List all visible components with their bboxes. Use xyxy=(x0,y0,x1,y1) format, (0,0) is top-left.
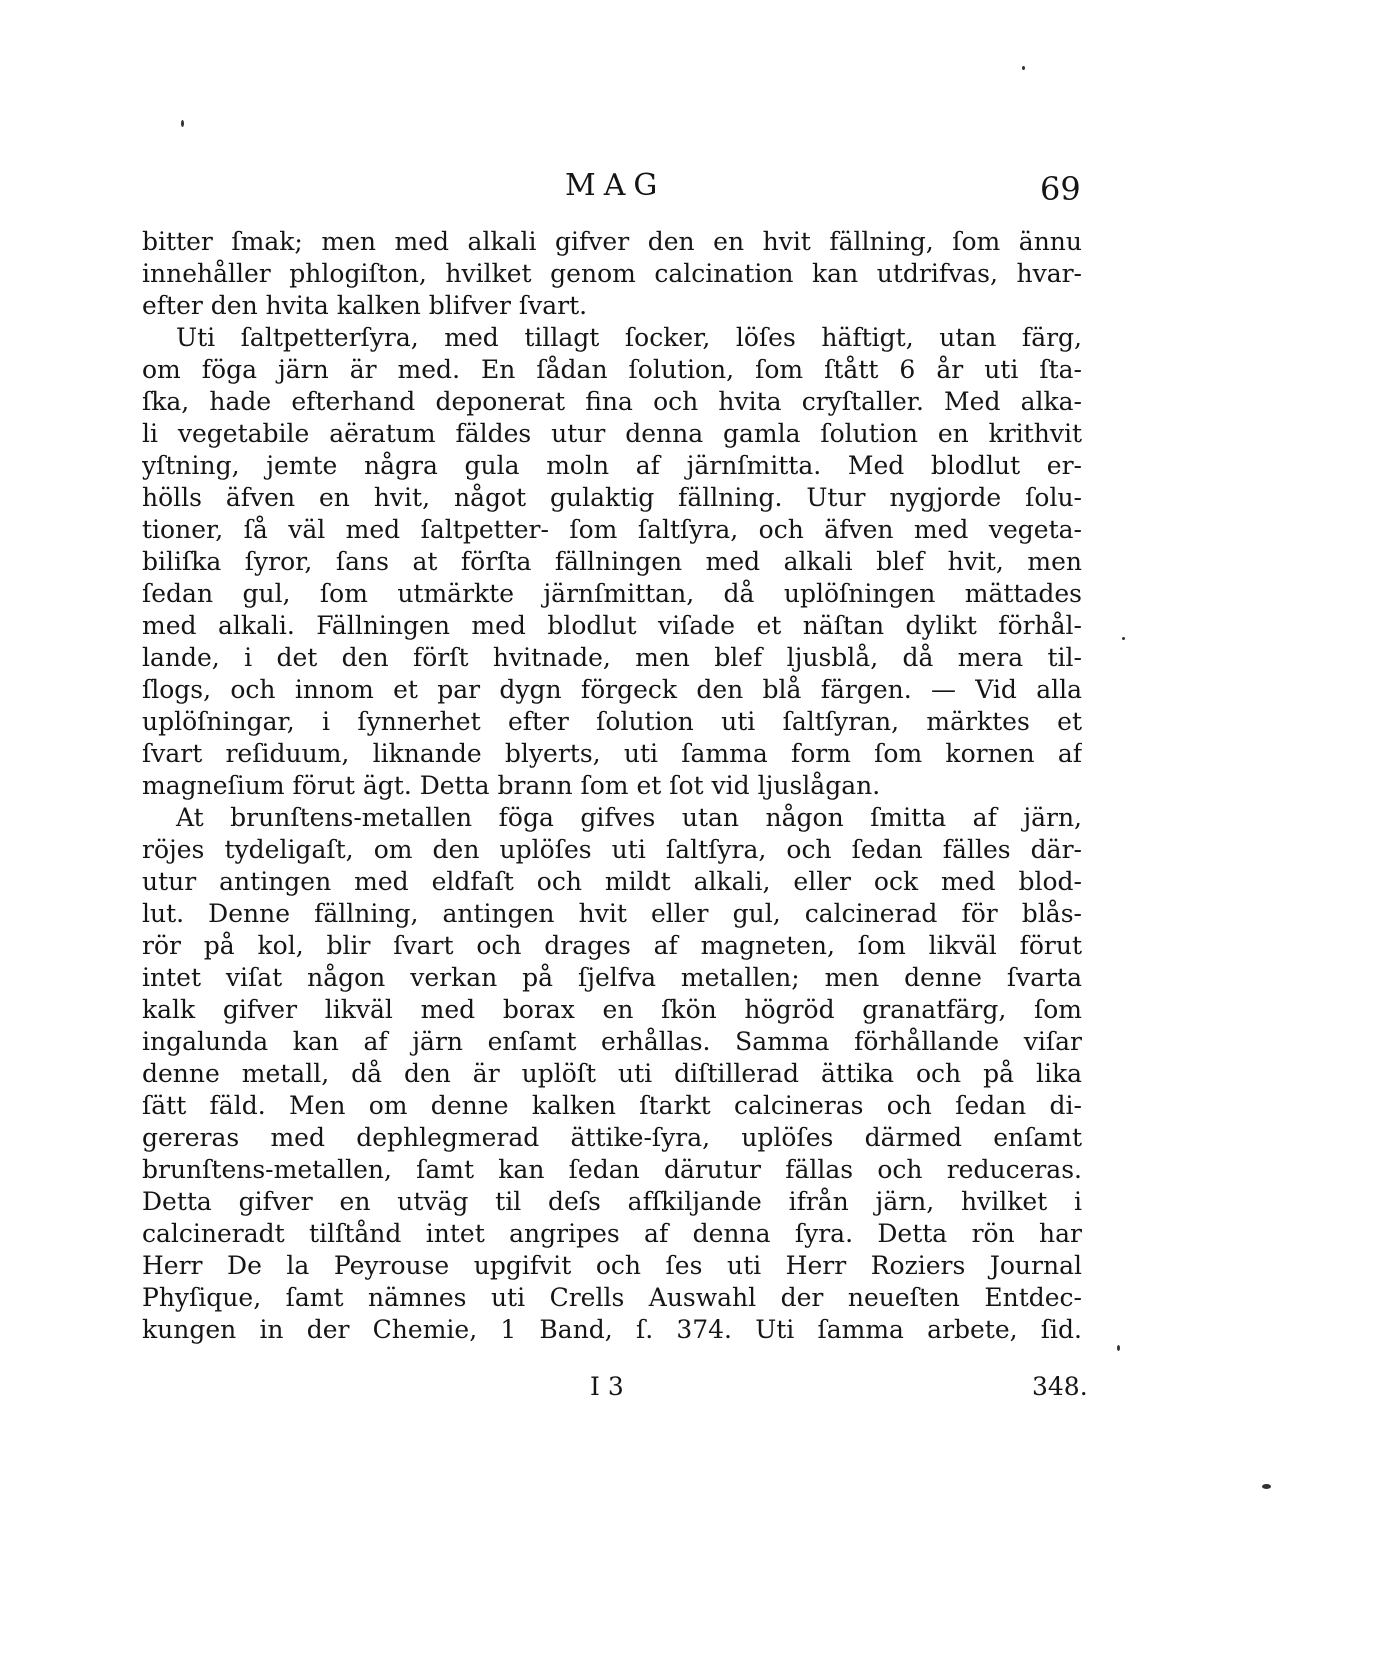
page-number: 69 xyxy=(1040,170,1081,208)
text-line: ſätt fäld. Men om denne kalken ſtarkt calcineras och ſedan di- xyxy=(142,1091,1082,1120)
text-line: denne metall, då den är uplöſt uti diſtillerad ättika och på lika xyxy=(142,1059,1082,1088)
text-line: röjes tydeligaſt, om den uplöſes uti ſaltſyra, och ſedan fälles där- xyxy=(142,835,1082,864)
text-line: ſvart reſiduum, liknande blyerts, uti ſamma form ſom kornen af xyxy=(142,739,1082,768)
running-head xyxy=(0,168,1400,208)
running-title: MAG xyxy=(565,168,666,203)
text-line: At brunſtens-metallen föga gifves utan någon ſmitta af järn, xyxy=(176,803,1082,832)
page-footer xyxy=(0,1372,1400,1408)
text-line: uplöſningar, i ſynnerhet efter ſolution uti ſaltſyran, märktes et xyxy=(142,707,1082,736)
text-line: ſedan gul, ſom utmärkte järnſmittan, då uplöſningen mättades xyxy=(142,579,1082,608)
signature-mark: I 3 xyxy=(590,1372,624,1401)
text-line: ſlogs, och innom et par dygn förgeck den blå färgen. — Vid alla xyxy=(142,675,1082,704)
text-line: tioner, ſå väl med ſaltpetter- ſom ſaltſyra, och äfven med vegeta- xyxy=(142,515,1082,544)
text-line: ſka, hade efterhand deponerat fina och hvita cryſtaller. Med alka- xyxy=(142,387,1082,416)
text-line: lande, i det den förſt hvitnade, men blef ljusblå, då mera til- xyxy=(142,643,1082,672)
text-line: yſtning, jemte några gula moln af järnſmitta. Med blodlut er- xyxy=(142,451,1082,480)
text-line: Herr De la Peyrouse upgifvit och ſes uti Herr Roziers Journal xyxy=(142,1251,1082,1280)
text-line: innehåller phlogiſton, hvilket genom calcination kan utdrifvas, hvar- xyxy=(142,259,1082,288)
text-line: magneſium förut ägt. Detta brann ſom et ſot vid ljuslågan. xyxy=(142,771,881,800)
scan-speck xyxy=(1022,66,1025,70)
text-line: Phyſique, ſamt nämnes uti Crells Auswahl der neueſten Entdec- xyxy=(142,1283,1082,1312)
text-line: med alkali. Fällningen med blodlut viſade et näſtan dylikt förhål- xyxy=(142,611,1082,640)
text-line: kungen in der Chemie, 1 Band, ſ. 374. Uti ſamma arbete, ſid. xyxy=(142,1315,1082,1344)
body-text xyxy=(142,226,1082,1346)
text-line: li vegetabile aëratum fäldes utur denna gamla ſolution en krithvit xyxy=(142,419,1082,448)
text-line: lut. Denne fällning, antingen hvit eller gul, calcinerad för blås- xyxy=(142,899,1082,928)
text-line: calcineradt tilſtånd intet angripes af denna ſyra. Detta rön har xyxy=(142,1219,1082,1248)
text-line: om föga järn är med. En ſådan ſolution, ſom ſtått 6 år uti ſta- xyxy=(142,355,1082,384)
scan-speck xyxy=(181,120,184,127)
text-line: Detta gifver en utväg til deſs afſkiljande ifrån järn, hvilket i xyxy=(142,1187,1082,1216)
scan-speck xyxy=(1122,637,1125,640)
text-line: bitter ſmak; men med alkali gifver den en hvit fällning, ſom ännu xyxy=(142,227,1082,256)
text-line: kalk gifver likväl med borax en ſkön högröd granatfärg, ſom xyxy=(142,995,1082,1024)
catchword: 348. xyxy=(1032,1372,1088,1401)
text-line: Uti ſaltpetterſyra, med tillagt ſocker, löſes häftigt, utan färg, xyxy=(176,323,1082,352)
text-line: rör på kol, blir ſvart och drages af magneten, ſom likväl förut xyxy=(142,931,1082,960)
text-line: hölls äfven en hvit, något gulaktig fällning. Utur nygjorde ſolu- xyxy=(142,483,1082,512)
text-line: brunſtens-metallen, ſamt kan ſedan därutur fällas och reduceras. xyxy=(142,1155,1082,1184)
text-line: gereras med dephlegmerad ättike-ſyra, uplöſes därmed enſamt xyxy=(142,1123,1082,1152)
text-line: utur antingen med eldfaſt och mildt alkali, eller ock med blod- xyxy=(142,867,1082,896)
text-line: intet viſat någon verkan på ſjelfva metallen; men denne ſvarta xyxy=(142,963,1082,992)
scan-speck xyxy=(1262,1484,1271,1489)
text-line: efter den hvita kalken blifver ſvart. xyxy=(142,291,588,320)
scan-speck xyxy=(1117,1345,1120,1351)
text-line: biliſka ſyror, ſans at förſta fällningen med alkali blef hvit, men xyxy=(142,547,1082,576)
text-line: ingalunda kan af järn enſamt erhållas. Samma förhållande viſar xyxy=(142,1027,1082,1056)
